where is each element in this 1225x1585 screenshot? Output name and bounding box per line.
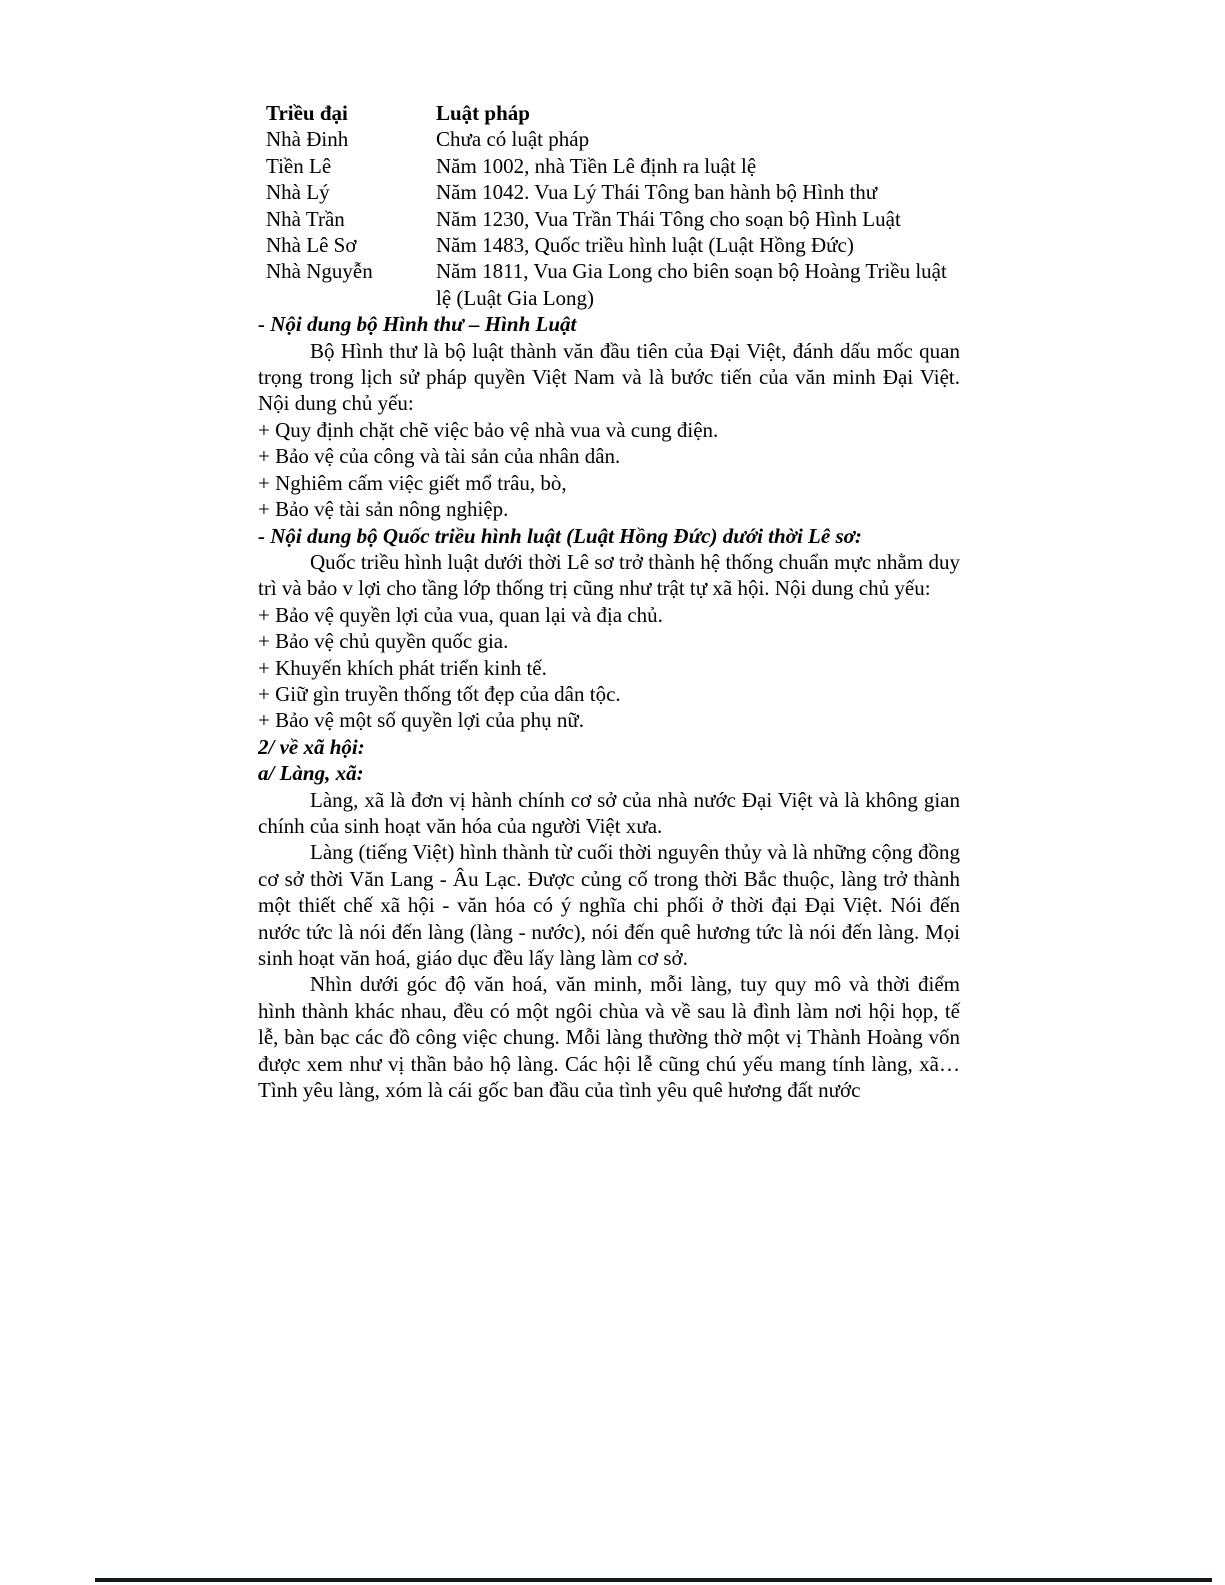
table-cell-law: Năm 1230, Vua Trần Thái Tông cho soạn bộ Hình Luật: [436, 206, 901, 231]
table-cell-dynasty: Nhà Lý: [266, 180, 330, 205]
paragraph-lang-xa-3: Nhìn dưới góc độ văn hoá, văn minh, mỗi làng, tuy quy mô và thời điểm hình thành khác nhau, đều có một ngôi chùa và về sau là đình làm nơi hội họp, tế lễ, bàn bạc các đồ công việc chung. Mỗi làng thường thờ một vị Thành Hoàng vốn được xem như vị thần bảo hộ làng. Các hội lễ cũng chú yếu mang tính làng, xã… Tình yêu làng, xóm là cái gốc ban đầu của tình yêu quê hương đất nước: [258, 972, 960, 1103]
dynasty-law-table: [266, 100, 960, 311]
table-row: [266, 153, 960, 179]
table-header-dynasty: Triều đại: [266, 101, 348, 125]
table-cell-law: Năm 1483, Quốc triều hình luật (Luật Hồng Đức): [436, 233, 854, 258]
table-cell-dynasty: Tiền Lê: [266, 153, 332, 178]
list-item: + Giữ gìn truyền thống tốt đẹp của dân tộc.: [258, 681, 621, 706]
table-row: [266, 126, 960, 152]
table-row: [266, 179, 960, 205]
document-content: [258, 100, 960, 1103]
paragraph-lang-xa-2: Làng (tiếng Việt) hình thành từ cuối thời nguyên thủy và là những cộng đồng cơ sở thời Văn Lang - Âu Lạc. Được củng cố trong thời Bắc thuộc, làng trở thành một thiết chế xã hội - văn hóa có ý nghĩa chi phối ở thời đại Đại Việt. Nói đến nước tức là nói đến làng (làng - nước), nói đến quê hương tức là nói đến làng. Mọi sinh hoạt văn hoá, giáo dục đều lấy làng làm cơ sở.: [258, 840, 960, 970]
table-row: [266, 232, 960, 258]
heading-xa-hoi: 2/ về xã hội:: [258, 734, 365, 759]
list-item: + Bảo vệ chủ quyền quốc gia.: [258, 629, 509, 654]
paragraph-hinh-thu: Bộ Hình thư là bộ luật thành văn đầu tiên của Đại Việt, đánh dấu mốc quan trọng trong lịch sử pháp quyền Việt Nam và là bước tiến của văn minh Đại Việt. Nội dung chủ yếu:: [258, 338, 960, 416]
table-cell-law: Năm 1002, nhà Tiền Lê định ra luật lệ: [436, 153, 757, 178]
list-item: + Bảo vệ tài sản nông nghiệp.: [258, 497, 509, 522]
heading-quoc-trieu: - Nội dung bộ Quốc triều hình luật (Luật Hồng Đức) dưới thời Lê sơ:: [258, 523, 862, 548]
table-header-row: [266, 100, 960, 126]
list-item: + Nghiêm cấm việc giết mổ trâu, bò,: [258, 470, 567, 495]
table-cell-dynasty: Nhà Trần: [266, 206, 345, 231]
list-item: + Khuyến khích phát triển kinh tế.: [258, 655, 547, 680]
list-item: + Quy định chặt chẽ việc bảo vệ nhà vua và cung điện.: [258, 417, 719, 442]
table-row: [266, 206, 960, 232]
table-cell-law: Chưa có luật pháp: [436, 127, 590, 152]
list-item: + Bảo vệ quyền lợi của vua, quan lại và địa chủ.: [258, 602, 663, 627]
table-cell-law: Năm 1811, Vua Gia Long cho biên soạn bộ Hoàng Triều luật lệ (Luật Gia Long): [436, 259, 947, 310]
window-bottom-edge: [95, 1578, 1212, 1582]
paragraph-quoc-trieu: Quốc triều hình luật dưới thời Lê sơ trở thành hệ thống chuẩn mực nhằm duy trì và bảo v lợi cho tầng lớp thống trị cũng như trật tự xã hội. Nội dung chủ yếu:: [258, 549, 960, 601]
paragraph-lang-xa-1: Làng, xã là đơn vị hành chính cơ sở của nhà nước Đại Việt và là không gian chính của sinh hoạt văn hóa của người Việt xưa.: [258, 787, 960, 838]
table-row: [266, 258, 960, 311]
heading-lang-xa: a/ Làng, xã:: [258, 761, 364, 786]
heading-hinh-thu: - Nội dung bộ Hình thư – Hình Luật: [258, 312, 577, 337]
table-cell-dynasty: Nhà Đinh: [266, 127, 349, 152]
table-cell-dynasty: Nhà Nguyễn: [266, 259, 373, 284]
table-header-law: Luật pháp: [436, 101, 530, 125]
list-item: + Bảo vệ của công và tài sản của nhân dân.: [258, 444, 621, 469]
list-item: + Bảo vệ một số quyền lợi của phụ nữ.: [258, 708, 584, 733]
table-cell-law: Năm 1042. Vua Lý Thái Tông ban hành bộ Hình thư: [436, 180, 878, 205]
table-cell-dynasty: Nhà Lê Sơ: [266, 233, 357, 258]
